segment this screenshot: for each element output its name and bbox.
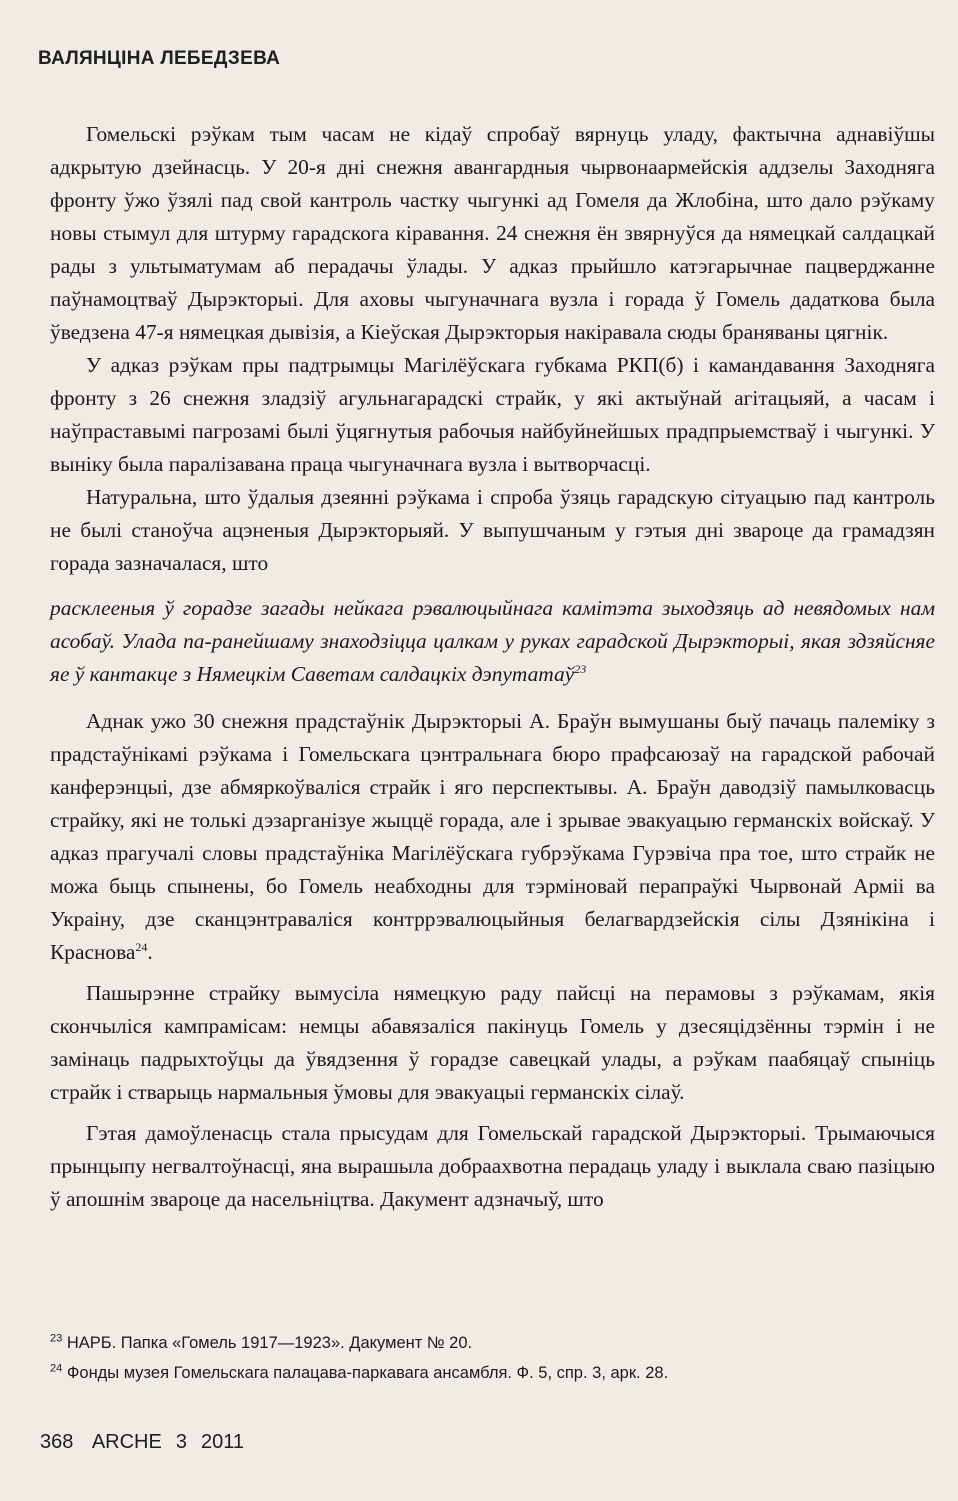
footnote-23 (50, 1330, 930, 1356)
footnote-24 (50, 1360, 930, 1386)
paragraph-1: Гомельскі рэўкам тым часам не кідаў спробаў вярнуць уладу, фактычна аднавіўшы адкрытую дзейнасць. У 20-я дні снежня авангардныя чырвонаармейскія аддзелы Заходняга фронту ўжо ўзялі пад свой кантроль частку чыгункі ад Гомеля да Жлобіна, што дало рэўкаму новы стымул для штурму гарадскога кіравання. 24 снежня ён звярнуўся да нямецкай салдацкай рады з ультыматумам аб перадачы ўлады. У адказ прыйшло катэгарычнае пацверджанне паўнамоцтваў Дырэкторыі. Для аховы чыгуначнага вузла і горада ў Гомель дадаткова была ўведзена 47-я нямецкая дывізія, а Кіеўская Дырэкторыя накіравала сюды браняваны цягнік. (50, 122, 935, 344)
running-head: ВАЛЯНЦІНА ЛЕБЕДЗЕВА (38, 48, 281, 69)
footnotes (50, 1330, 930, 1390)
paragraph-4: Аднак ужо 30 снежня прадстаўнік Дырэкторыі А. Браўн вымушаны быў пачаць палеміку з прадстаўнікамі рэўкама і Гомельскага цэнтральнага бюро прафсаюзаў на гарадской рабочай канферэнцыі, дзе абмяркоўваліся страйк і яго перспектывы. А. Браўн даводзіў памылковасць страйку, які не толькі дэзарганізуе жыццё горада, але і зрывае эвакуацыю германскіх войскаў. У адказ прагучалі словы прадстаўніка Магілёўскага губрэўкама Гурэвіча пра тое, што страйк не можа быць спынены, бо Гомель неабходны для тэрміновай перапраўкі Чырвонай Арміі ва Украіну, дзе сканцэнтраваліся контррэвалюцыйныя белагвардзейскія сілы Дзянікіна і Краснова$^{24}$. (50, 709, 935, 964)
main-text (50, 118, 935, 1216)
issue-number: 3 (175, 1431, 187, 1453)
paragraph-6: Гэтая дамоўленасць стала прысудам для Гомельскай гарадской Дырэкторыі. Трымаючыся прынцыпу негвалтоўнасці, яна вырашыла добраахвотна перадаць уладу і выклала сваю пазіцыю ў апошнім звароце да насельніцтва. Дакумент адзначыў, што (50, 1121, 935, 1211)
footnote-ref-24[interactable]: 24 (135, 939, 148, 954)
footnote-ref-23[interactable]: 23 (574, 661, 587, 676)
footnote-text: Фонды музея Гомельскага палацава-паркавага ансамбля. Ф. 5, спр. 3, арк. 28. (66, 1364, 669, 1382)
quote-text: расклееныя ў горадзе загады нейкага рэвалюцыйнага камітэта зыходзяць ад невядомых нам асобаў. Улада па-ранейшаму знаходзіцца цалкам у руках гарадской Дырэкторыі, якая здзяйсняе яе ў кантакце з Нямецкім Саветам салдацкіх дэпутатаў (50, 596, 935, 686)
paragraph-4-text: Аднак ужо 30 снежня прадстаўнік Дырэкторыі А. Браўн вымушаны быў пачаць палеміку з прадстаўнікамі рэўкама і Гомельскага цэнтральнага бюро прафсаюзаў на гарадской рабочай канферэнцыі, дзе абмяркоўваліся страйк і яго перспектывы. А. Браўн даводзіў памылковасць страйку, які не толькі дэзарганізуе жыццё горада, але і зрывае эвакуацыю германскіх войскаў. У адказ прагучалі словы прадстаўніка Магілёўскага губрэўкама Гурэвіча пра тое, што страйк не можа быць спынены, бо Гомель неабходны для тэрміновай перапраўкі Чырвонай Арміі ва Украіну, дзе сканцэнтраваліся контррэвалюцыйныя белагвардзейскія сілы Дзянікіна і Краснова (50, 709, 935, 964)
block-quote (50, 592, 935, 691)
page-number: 368 (40, 1431, 74, 1453)
footnote-number: 24 (50, 1362, 63, 1375)
journal-name: ARCHE (91, 1431, 162, 1453)
footnote-number: 23 (50, 1332, 63, 1345)
footnote-text: НАРБ. Папка «Гомель 1917—1923». Дакумент № 20. (66, 1334, 473, 1352)
page-footer (40, 1431, 258, 1454)
paragraph-3: Натуральна, што ўдалыя дзеянні рэўкама і спроба ўзяць гарадскую сітуацыю пад кантроль не былі станоўча ацэненыя Дырэкторыяй. У выпушчаным у гэтыя дні звароце да грамадзян горада зазначалася, што (50, 485, 935, 575)
paragraph-2: У адказ рэўкам пры падтрымцы Магілёўскага губкама РКП(б) і камандавання Заходняга фронту з 26 снежня зладзіў агульнагарадскі страйк, у які актыўнай агітацыяй, а часам і наўпраставымі пагрозамі былі ўцягнутыя рабочыя найбуйнейшых прадпрыемстваў і чыгункі. У выніку была паралізавана праца чыгуначнага вузла і вытворчасці. (50, 353, 935, 476)
issue-year: 2011 (200, 1431, 244, 1453)
paragraph-5: Пашырэнне страйку вымусіла нямецкую раду пайсці на перамовы з рэўкамам, якія скончыліся кампрамісам: немцы абавязаліся пакінуць Гомель у дзесяцідзённы тэрмін і не замінаць падрыхтоўцы да ўвядзення ў горадзе савецкай улады, а рэўкам паабяцаў спыніць страйк і стварыць нармальныя ўмовы для эвакуацыі германскіх сілаў. (50, 981, 935, 1104)
